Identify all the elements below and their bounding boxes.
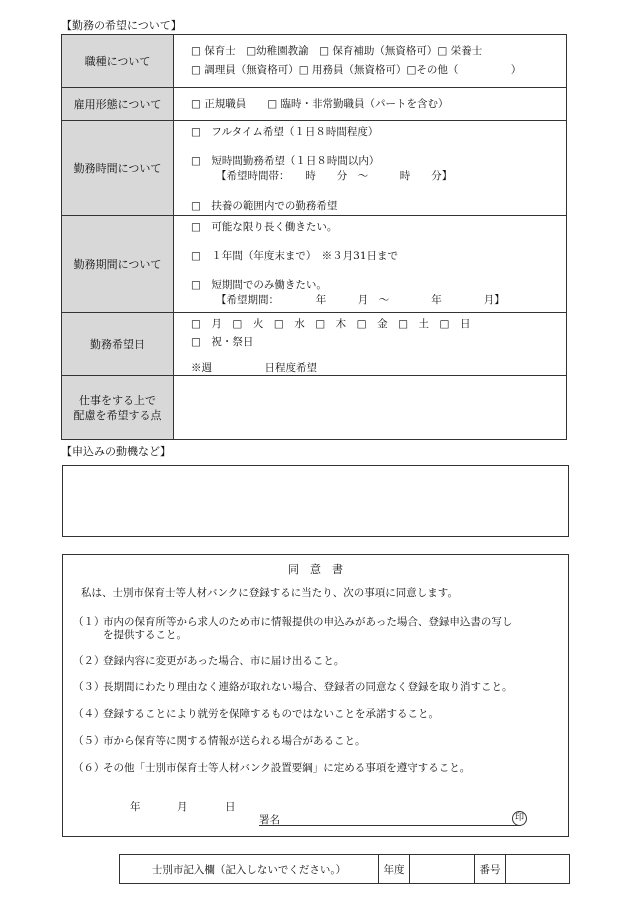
job-type-options[interactable]: [174, 35, 567, 88]
consent-item-1-number: （１）: [73, 616, 105, 628]
considerations-field[interactable]: [174, 376, 567, 440]
fiscal-year-field[interactable]: [410, 855, 475, 884]
job-type-line-2: □ 調理員（無資格可）□ 用務員（無資格可）□その他（ ）: [191, 64, 522, 76]
employment-type-label: 雇用形態について: [62, 88, 174, 121]
employment-type-options[interactable]: [174, 88, 567, 121]
signature-label: 署名: [259, 814, 280, 826]
consent-item-1-text: 市内の保育所等から求人のため市に情報提供の申込みがあった場合、登録申込書の写し: [103, 616, 513, 628]
date-day-label: 日: [225, 801, 236, 813]
working-period-line-3: □ 短期間でのみ働きたい。: [191, 279, 327, 291]
consent-item-1-text-cont: を提供すること。: [103, 629, 187, 641]
office-use-label: 士別市記入欄（記入しないでください。）: [120, 855, 379, 884]
preferred-days-options[interactable]: [174, 313, 567, 376]
signature-line[interactable]: [259, 825, 521, 826]
preferred-days-line-3: ※週 日程度希望: [191, 362, 317, 374]
job-type-line-1: □ 保育士 □幼稚園教諭 □ 保育補助（無資格可）□ 栄養士: [191, 45, 483, 57]
wish-table: [61, 34, 567, 440]
consent-item-5-number: （５）: [73, 735, 105, 747]
job-type-label: 職種について: [62, 35, 174, 88]
consent-item-4-number: （４）: [73, 708, 105, 720]
working-hours-line-1: □ フルタイム希望（１日８時間程度）: [191, 126, 379, 138]
working-hours-line-2: □ 短時間勤務希望（１日８時間以内）: [191, 155, 380, 167]
consent-item-6-number: （６）: [73, 762, 105, 774]
considerations-label: [62, 376, 174, 440]
working-period-line-2: □ １年間（年度末まで） ※３月31日まで: [191, 250, 399, 262]
seal-mark: 印: [512, 811, 527, 826]
preferred-days-line-2: □ 祝・祭日: [191, 336, 254, 348]
consent-item-5-text: 市から保育等に関する情報が送られる場合があること。: [103, 735, 366, 747]
consent-title: 同 意 書: [288, 563, 343, 576]
wish-section-heading: 【勤務の希望について】: [61, 19, 182, 32]
consent-item-2-text: 登録内容に変更があった場合、市に届け出ること。: [103, 655, 345, 667]
consent-box: [62, 554, 569, 837]
motive-field[interactable]: [62, 465, 569, 537]
working-period-options[interactable]: [174, 216, 567, 313]
employment-type-line-1: □ 正規職員 □ 臨時・非常勤職員（パートを含む）: [191, 98, 449, 110]
working-hours-line-3: 【希望時間帯： 時 分 ～ 時 分】: [216, 170, 453, 182]
consent-intro: 私は、士別市保育士等人材バンクに登録するに当たり、次の事項に同意します。: [81, 587, 458, 599]
number-label: 番号: [475, 855, 506, 884]
consent-item-2-number: （２）: [73, 655, 105, 667]
consent-item-3-number: （３）: [73, 681, 105, 693]
consent-item-6-text: その他「士別市保育士等人材バンク設置要綱」に定める事項を遵守すること。: [103, 762, 471, 774]
considerations-label-line-1: 仕事をする上で: [79, 393, 156, 407]
working-hours-label: 勤務時間について: [62, 121, 174, 216]
consent-item-3-text: 長期間にわたり理由なく連絡が取れない場合、登録者の同意なく登録を取り消すこと。: [103, 681, 513, 693]
consent-item-4-text: 登録することにより就労を保障するものではないことを承諾すること。: [103, 708, 439, 720]
office-use-table: [119, 854, 570, 884]
working-period-label: 勤務期間について: [62, 216, 174, 313]
working-hours-options[interactable]: [174, 121, 567, 216]
working-period-line-1: □ 可能な限り長く働きたい。: [191, 221, 338, 233]
number-field[interactable]: [506, 855, 570, 884]
preferred-days-line-1: □ 月 □ 火 □ 水 □ 木 □ 金 □ 土 □ 日: [191, 318, 471, 330]
working-hours-line-4: □ 扶養の範囲内での勤務希望: [191, 200, 338, 212]
motive-section-heading: 【申込みの動機など】: [61, 445, 171, 458]
fiscal-year-label: 年度: [379, 855, 410, 884]
preferred-days-label: 勤務希望日: [62, 313, 174, 376]
working-period-line-4: 【希望期間： 年 月 ～ 年 月】: [216, 294, 505, 306]
considerations-label-line-2: 配慮を希望する点: [73, 408, 162, 422]
date-month-label: 月: [177, 801, 188, 813]
date-year-label: 年: [130, 801, 141, 813]
